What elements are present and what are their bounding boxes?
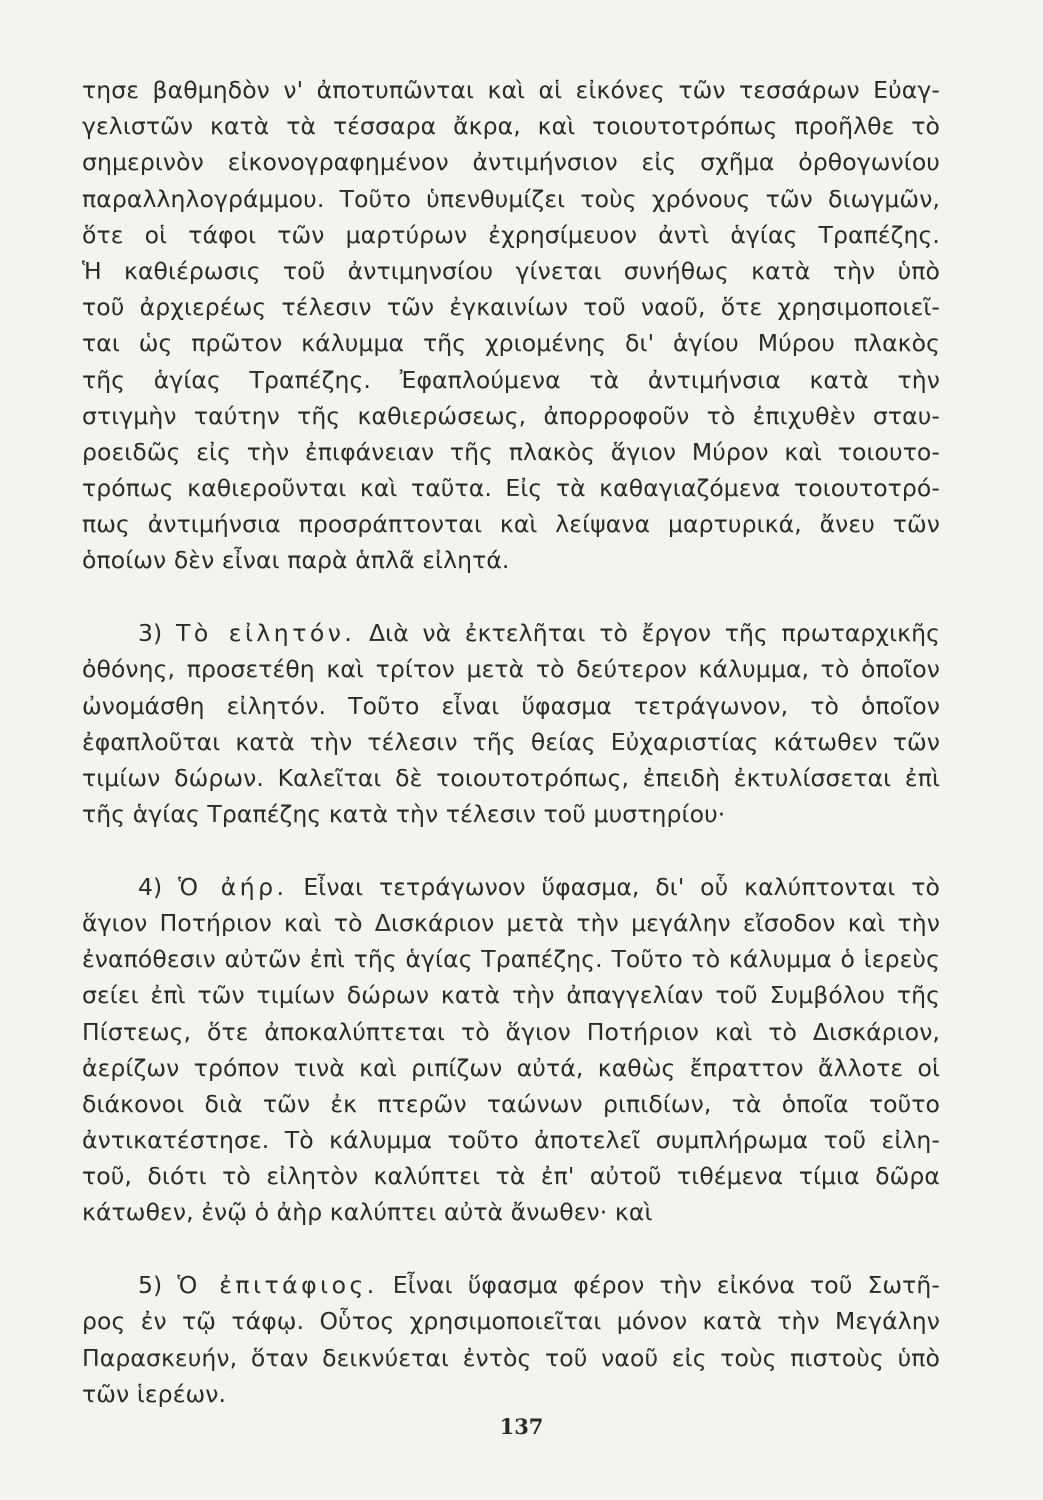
- text-line: στιγμὴν ταύτην τῆς καθιερώσεως, ἀπορροφοῦν τὸ ἐπιχυθὲν σταυ-: [82, 401, 940, 430]
- text-line: ἀντικατέστησε. Τὸ κάλυμμα τοῦτο ἀποτελεῖ συμπλήρωμα τοῦ εἰλη-: [82, 1126, 940, 1155]
- text-line: Παρασκευήν, ὅταν δεικνύεται ἐντὸς τοῦ ναοῦ εἰς τοὺς πιστοὺς ὑπὸ: [82, 1343, 940, 1372]
- text-line: ρος ἐν τῷ τάφῳ. Οὗτος χρησιμοποιεῖται μόνον κατὰ τὴν Μεγάλην: [82, 1307, 940, 1336]
- item-number: 3): [138, 619, 163, 648]
- item-term: Ὁ ἀήρ.: [178, 872, 288, 901]
- text-line: ὅτε οἱ τάφοι τῶν μαρτύρων ἐχρησίμευον ἀντὶ ἁγίας Τραπέζης.: [82, 220, 940, 249]
- text-line: ἐναπόθεσιν αὐτῶν ἐπὶ τῆς ἁγίας Τραπέζης. Τοῦτο τὸ κάλυμμα ὁ ἱερεὺς: [82, 945, 940, 974]
- item-number: 5): [138, 1271, 163, 1300]
- text-line: ἅγιον Ποτήριον καὶ τὸ Δισκάριον μετὰ τὴν μεγάλην εἴσοδον καὶ τὴν: [82, 908, 940, 937]
- paragraph-epitaphios: [82, 1267, 940, 1412]
- paragraph-aer: [82, 869, 940, 1231]
- item-text: Εἶναι τετράγωνον ὕφασμα, δι' οὗ καλύπτονται τὸ: [303, 872, 940, 901]
- text-line: ἀερίζων τρόπον τινὰ καὶ ριπίζων αὐτά, καθὼς ἔπραττον ἄλλοτε οἱ: [82, 1053, 940, 1082]
- text-line: [82, 1267, 940, 1303]
- text-line: διάκονοι διὰ τῶν ἐκ πτερῶν ταώνων ριπιδίων, τὰ ὁποῖα τοῦτο: [82, 1089, 940, 1118]
- text-line: τοῦ, διότι τὸ εἰλητὸν καλύπτει τὰ ἐπ' αὐτοῦ τιθέμενα τίμια δῶρα: [82, 1162, 940, 1191]
- paragraph-gap: [82, 579, 940, 616]
- text-line: γελιστῶν κατὰ τὰ τέσσαρα ἄκρα, καὶ τοιουτοτρόπως προῆλθε τὸ: [82, 112, 940, 141]
- text-line: τοῦ ἀρχιερέως τέλεσιν τῶν ἐγκαινίων τοῦ ναοῦ, ὅτε χρησιμοποιεῖ-: [82, 293, 940, 322]
- item-text: Διὰ νὰ ἐκτελῆται τὸ ἔργον τῆς πρωταρχικῆς: [368, 619, 940, 648]
- text-line: παραλληλογράμμου. Τοῦτο ὑπενθυμίζει τοὺς χρόνους τῶν διωγμῶν,: [82, 184, 940, 213]
- text-line: τιμίων δώρων. Καλεῖται δὲ τοιουτοτρόπως, ἐπειδὴ ἐκτυλίσσεται ἐπὶ: [82, 763, 940, 792]
- paragraph-gap: [82, 832, 940, 869]
- text-line: πως ἀντιμήνσια προσράπτονται καὶ λείψανα μαρτυρικά, ἄνευ τῶν: [82, 510, 940, 539]
- text-line: τῆς ἁγίας Τραπέζης. Ἐφαπλούμενα τὰ ἀντιμήνσια κατὰ τὴν: [82, 365, 940, 394]
- text-line: τησε βαθμηδὸν ν' ἀποτυπῶνται καὶ αἱ εἰκόνες τῶν τεσσάρων Εὐαγ-: [82, 76, 940, 104]
- text-line: ται ὡς πρῶτον κάλυμμα τῆς χριομένης δι' ἁγίου Μύρου πλακὸς: [82, 329, 940, 358]
- text-line: [82, 615, 940, 651]
- item-term: Ὁ ἐπιτάφιος.: [177, 1271, 378, 1300]
- text-line: σημερινὸν εἰκονογραφημένον ἀντιμήνσιον εἰς σχῆμα ὀρθογωνίου: [82, 148, 940, 177]
- paragraph-gap: [82, 1231, 940, 1268]
- text-line: [82, 869, 940, 905]
- page-number: 137: [499, 1414, 544, 1439]
- item-term: Τὸ εἰλητόν.: [175, 619, 356, 648]
- text-line: ἐφαπλοῦται κατὰ τὴν τέλεσιν τῆς θείας Εὐχαριστίας κάτωθεν τῶν: [82, 727, 940, 756]
- item-text: Εἶναι ὕφασμα φέρον τὴν εἰκόνα τοῦ Σωτῆ-: [392, 1271, 941, 1300]
- paragraph-eiliton: [82, 615, 940, 832]
- text-line: τῶν ἱερέων.: [82, 1379, 227, 1408]
- text-line: ὀθόνης, προσετέθη καὶ τρίτον μετὰ τὸ δεύτερον κάλυμμα, τὸ ὁποῖον: [82, 655, 940, 684]
- text-line: Ἡ καθιέρωσις τοῦ ἀντιμηνσίου γίνεται συνήθως κατὰ τὴν ὑπὸ: [82, 256, 940, 285]
- paragraph-antimension: [82, 72, 940, 579]
- text-line: τρόπως καθιεροῦνται καὶ ταῦτα. Εἰς τὰ καθαγιαζόμενα τοιουτοτρό-: [82, 474, 940, 503]
- text-line: κάτωθεν, ἐνῷ ὁ ἀὴρ καλύπτει αὐτὰ ἄνωθεν· καὶ: [82, 1198, 653, 1227]
- text-line: Πίστεως, ὅτε ἀποκαλύπτεται τὸ ἅγιον Ποτήριον καὶ τὸ Δισκάριον,: [82, 1017, 940, 1046]
- item-number: 4): [138, 872, 163, 901]
- page-body: [82, 72, 940, 1412]
- text-line: τῆς ἁγίας Τραπέζης κατὰ τὴν τέλεσιν τοῦ μυστηρίου·: [82, 800, 726, 829]
- text-line: ὁποίων δὲν εἶναι παρὰ ἁπλᾶ εἰλητά.: [82, 546, 510, 575]
- text-line: ὠνομάσθη εἰλητόν. Τοῦτο εἶναι ὕφασμα τετράγωνον, τὸ ὁποῖον: [82, 691, 940, 720]
- text-line: ροειδῶς εἰς τὴν ἐπιφάνειαν τῆς πλακὸς ἅγιον Μύρον καὶ τοιουτο-: [82, 437, 940, 466]
- text-line: σείει ἐπὶ τῶν τιμίων δώρων κατὰ τὴν ἀπαγγελίαν τοῦ Συμβόλου τῆς: [82, 981, 940, 1010]
